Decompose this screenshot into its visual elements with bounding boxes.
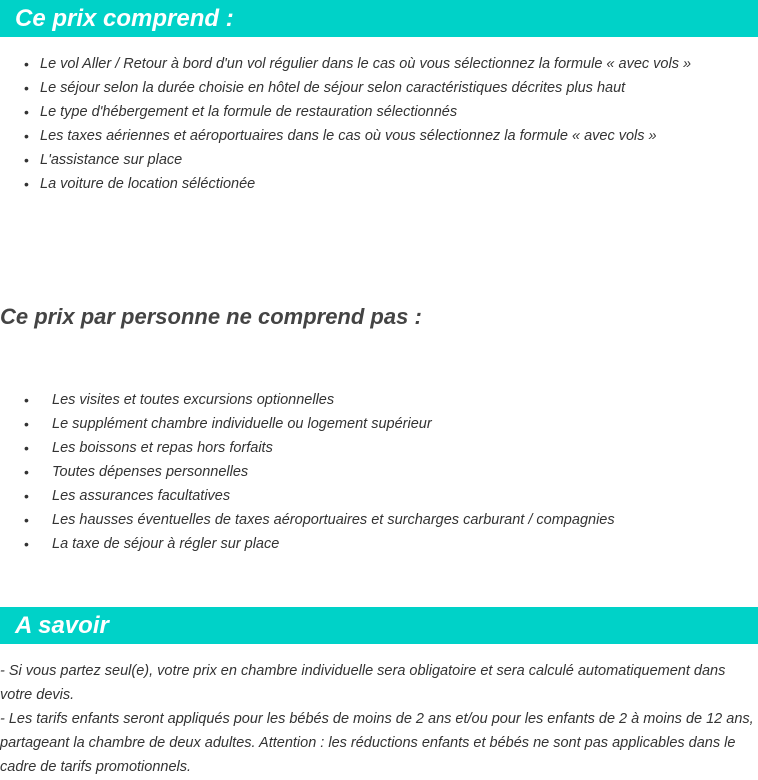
included-list: [0, 52, 691, 196]
bullet-icon: •: [24, 440, 29, 456]
bullet-icon: •: [24, 80, 29, 96]
bullet-icon: •: [24, 392, 29, 408]
list-item-text: L'assistance sur place: [40, 152, 183, 168]
bullet-icon: •: [24, 128, 29, 144]
note-paragraph: - Si vous partez seul(e), votre prix en chambre individuelle sera obligatoire et sera calculé automatiquement dans votre devis.: [0, 663, 726, 703]
list-item-text: Les visites et toutes excursions optionnelles: [52, 392, 335, 408]
list-item: [0, 172, 691, 196]
bullet-icon: •: [24, 104, 29, 120]
list-item-text: Les taxes aériennes et aéroportuaires dans le cas où vous sélectionnez la formule « avec vols »: [40, 128, 657, 144]
included-banner: [0, 0, 758, 37]
bullet-icon: •: [24, 416, 29, 432]
list-item-text: La voiture de location séléctionée: [40, 176, 256, 192]
excluded-title: Ce prix par personne ne comprend pas :: [0, 304, 422, 329]
list-item-text: Le supplément chambre individuelle ou logement supérieur: [52, 416, 432, 432]
list-item-text: Le type d'hébergement et la formule de restauration sélectionnés: [40, 104, 458, 120]
note-paragraph: - Les tarifs enfants seront appliqués pour les bébés de moins de 2 ans et/ou pour les enfants de 2 à moins de 12 ans, partageant la chambre de deux adultes. Attention : les réductions enfants et bébés ne sont pas applicables dans le cadre de tarifs promotionnels.: [0, 711, 754, 775]
included-title: Ce prix comprend :: [15, 5, 234, 32]
list-item: [0, 532, 615, 556]
bullet-icon: •: [24, 176, 29, 192]
list-item: [0, 436, 615, 460]
list-item: [0, 412, 615, 436]
list-item-text: Les hausses éventuelles de taxes aéroportuaires et surcharges carburant / compagnies: [52, 512, 615, 528]
list-item: [0, 124, 691, 148]
list-item-text: Toutes dépenses personnelles: [52, 464, 249, 480]
bullet-icon: •: [24, 464, 29, 480]
list-item-text: Le séjour selon la durée choisie en hôtel de séjour selon caractéristiques décrites plus haut: [40, 80, 626, 96]
list-item: [0, 508, 615, 532]
list-item: [0, 52, 691, 76]
list-item-text: La taxe de séjour à régler sur place: [52, 536, 280, 552]
bullet-icon: •: [24, 152, 29, 168]
excluded-list: [0, 388, 615, 556]
list-item-text: Les assurances facultatives: [52, 488, 231, 504]
list-item: [0, 100, 691, 124]
savoir-notes: [0, 659, 756, 779]
savoir-title: A savoir: [15, 612, 109, 639]
bullet-icon: •: [24, 536, 29, 552]
list-item: [0, 388, 615, 412]
bullet-icon: •: [24, 512, 29, 528]
list-item: [0, 148, 691, 172]
bullet-icon: •: [24, 488, 29, 504]
list-item-text: Le vol Aller / Retour à bord d'un vol régulier dans le cas où vous sélectionnez la formule « avec vols »: [40, 56, 692, 72]
list-item: [0, 460, 615, 484]
list-item-text: Les boissons et repas hors forfaits: [52, 440, 273, 456]
savoir-banner: [0, 607, 758, 644]
bullet-icon: •: [24, 56, 29, 72]
list-item: [0, 76, 691, 100]
list-item: [0, 484, 615, 508]
